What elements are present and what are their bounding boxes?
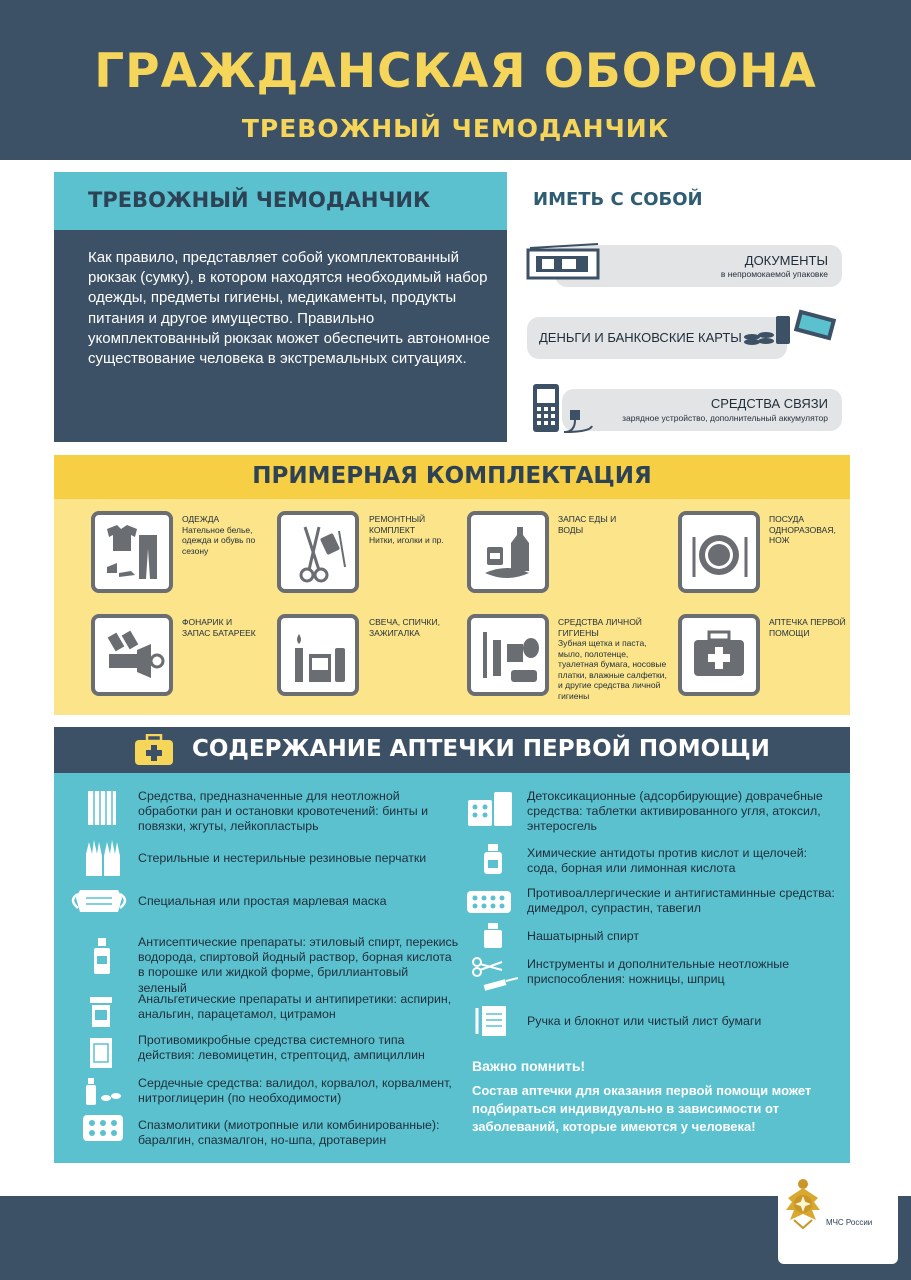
bandage-icon — [86, 789, 120, 827]
mask-icon — [66, 884, 132, 918]
money-icon — [742, 308, 840, 352]
page-title: ГРАЖДАНСКАЯ ОБОРОНА — [94, 44, 817, 99]
aid-item-antiseptics: Антисептические препараты: этиловый спирт, перекись водорода, спиртовой йодный раствор, борная кислота в порошке или жидкой форме, бриллиантовый зеленый — [138, 935, 459, 995]
important-note-text: Состав аптечки для оказания первой помощи может подбираться индивидуально в зависимости от заболеваний, которые имеются у человека! — [472, 1083, 812, 1134]
aid-item-analgesics: Анальгетические препараты и антипиретики: аспирин, анальгин, парацетамол, цитрамон — [138, 992, 452, 1022]
aid-item-wounds: Средства, предназначенные для неотложной обработки ран и остановки кровотечений: бинты и повязки, жгуты, лейкопластырь — [138, 789, 428, 834]
kit-item-title: ЗАПАС ЕДЫ И ВОДЫ — [558, 514, 617, 535]
kit-item-title: ПОСУДА ОДНОРАЗОВАЯ, НОЖ — [769, 514, 836, 545]
aid-item-instruments: Инструменты и дополнительные неотложные приспособления: ножницы, шприц — [527, 957, 790, 987]
aid-item-antiallergic: Противоаллергические и антигистаминные средства: димедрол, супрастин, тавегил — [527, 886, 835, 916]
carry-item-title: ДЕНЬГИ И БАНКОВСКИЕ КАРТЫ — [539, 330, 742, 345]
heart-medicine-icon — [84, 1076, 124, 1108]
kit-item-sub: Нитки, иголки и пр. — [369, 535, 444, 545]
aid-item-antidotes: Химические антидоты против кислот и щелочей: сода, борная или лимонная кислота — [527, 846, 808, 876]
kit-item-sub: Зубная щетка и паста, мыло, полотенце, туалетная бумага, носовые платки, влажные салфетки, и другие средства личной гигиены — [558, 638, 667, 701]
kit-item-flashlight — [182, 617, 262, 638]
aid-item-spasmolytics: Спазмолитики (миотропные или комбинированные): баралгин, спазмалгон, но-шпа, дротаверин — [138, 1118, 440, 1148]
carry-item-title: СРЕДСТВА СВЯЗИ — [710, 396, 828, 411]
aid-item-antimicrobial: Противомикробные средства системного типа действия: левомицетин, стрептоцид, ампициллин — [138, 1033, 425, 1063]
notebook-pen-icon — [474, 1004, 512, 1038]
intro-heading-bar — [54, 172, 507, 230]
logo-text: МЧС России — [826, 1218, 873, 1227]
carry-heading: ИМЕТЬ С СОБОЙ — [533, 189, 703, 210]
antidote-bottle-icon — [482, 842, 504, 876]
mchs-emblem-icon — [782, 1176, 824, 1230]
carry-item-communications — [562, 389, 842, 431]
antiseptic-bottle-icon — [92, 936, 112, 976]
kit-heading-bar — [54, 455, 850, 499]
kit-item-repair — [369, 514, 459, 546]
kit-item-first-aid — [769, 617, 849, 638]
kit-item-title: АПТЕЧКА ПЕРВОЙ ПОМОЩИ — [769, 617, 846, 638]
activated-charcoal-icon — [466, 790, 516, 828]
intro-text: Как правило, представляет собой укомплектованный рюкзак (сумку), в котором находятся необходимый набор одежды, предметы гигиены, медикаменты, продукты питания и другое имущество. Правильно укомплектованный рюкзак может обеспечить автономное существование человека в экстремальных ситуациях. — [88, 249, 491, 368]
kit-item-title: ОДЕЖДА — [182, 514, 220, 524]
carry-item-title: ДОКУМЕНТЫ — [744, 253, 828, 268]
sachet-icon — [88, 1036, 114, 1070]
first-aid-icon — [678, 614, 760, 696]
intro-heading: ТРЕВОЖНЫЙ ЧЕМОДАНЧИК — [88, 188, 431, 212]
kit-item-title: РЕМОНТНЫЙ КОМПЛЕКТ — [369, 514, 426, 535]
sewing-icon — [277, 511, 359, 593]
aid-item-mask: Специальная или простая марлевая маска — [138, 894, 387, 908]
ammonia-bottle-icon — [482, 922, 504, 950]
aid-item-notebook: Ручка и блокнот или чистый лист бумаги — [527, 1014, 762, 1028]
hygiene-icon — [467, 614, 549, 696]
aid-item-cardiac: Сердечные средства: валидол, корвалол, корвалмент, нитроглицерин (по необходимости) — [138, 1076, 452, 1106]
aid-heading-bar — [54, 727, 850, 773]
documents-icon — [526, 242, 602, 282]
kit-heading: ПРИМЕРНАЯ КОМПЛЕКТАЦИЯ — [252, 463, 652, 489]
aid-item-detox: Детоксикационные (адсорбирующие) доврачебные средства: таблетки активированного угля, атоксил, энтеросгель — [527, 789, 823, 834]
carry-item-sub: зарядное устройство, дополнительный аккумулятор — [622, 413, 828, 423]
aid-item-gloves: Стерильные и нестерильные резиновые перчатки — [138, 851, 427, 865]
first-aid-kit-icon — [134, 734, 174, 766]
aid-item-ammonia: Нашатырный спирт — [527, 929, 640, 943]
kit-item-clothes — [182, 514, 262, 556]
intro-panel — [54, 230, 507, 442]
flashlight-icon — [91, 614, 173, 696]
blister-pack-icon — [82, 1114, 124, 1142]
kit-item-food — [558, 514, 638, 535]
page-subtitle: ТРЕВОЖНЫЙ ЧЕМОДАНЧИК — [241, 114, 670, 143]
scissors-syringe-icon — [470, 954, 522, 994]
kit-item-title: СРЕДСТВА ЛИЧНОЙ ГИГИЕНЫ — [558, 617, 642, 638]
carry-item-sub: в непромокаемой упаковке — [720, 269, 828, 279]
aid-heading: СОДЕРЖАНИЕ АПТЕЧКИ ПЕРВОЙ ПОМОЩИ — [192, 736, 770, 762]
kit-item-dishes — [769, 514, 849, 546]
dishes-icon — [678, 511, 760, 593]
gloves-icon — [80, 836, 126, 878]
kit-item-sub: Нательное белье, одежда и обувь по сезону — [182, 524, 256, 556]
page-footer — [0, 1196, 911, 1280]
antihistamine-blister-icon — [466, 890, 512, 914]
page-header — [0, 0, 911, 160]
food-icon — [467, 511, 549, 593]
kit-item-hygiene — [558, 617, 668, 701]
candle-icon — [277, 614, 359, 696]
kit-item-title: ФОНАРИК И ЗАПАС БАТАРЕЕК — [182, 617, 256, 638]
clothes-icon — [91, 511, 173, 593]
phone-icon — [530, 382, 596, 434]
pill-bottle-icon — [88, 995, 114, 1029]
kit-item-candle — [369, 617, 449, 638]
important-note-heading: Важно помнить! — [472, 1058, 586, 1074]
kit-item-title: СВЕЧА, СПИЧКИ, ЗАЖИГАЛКА — [369, 617, 440, 638]
